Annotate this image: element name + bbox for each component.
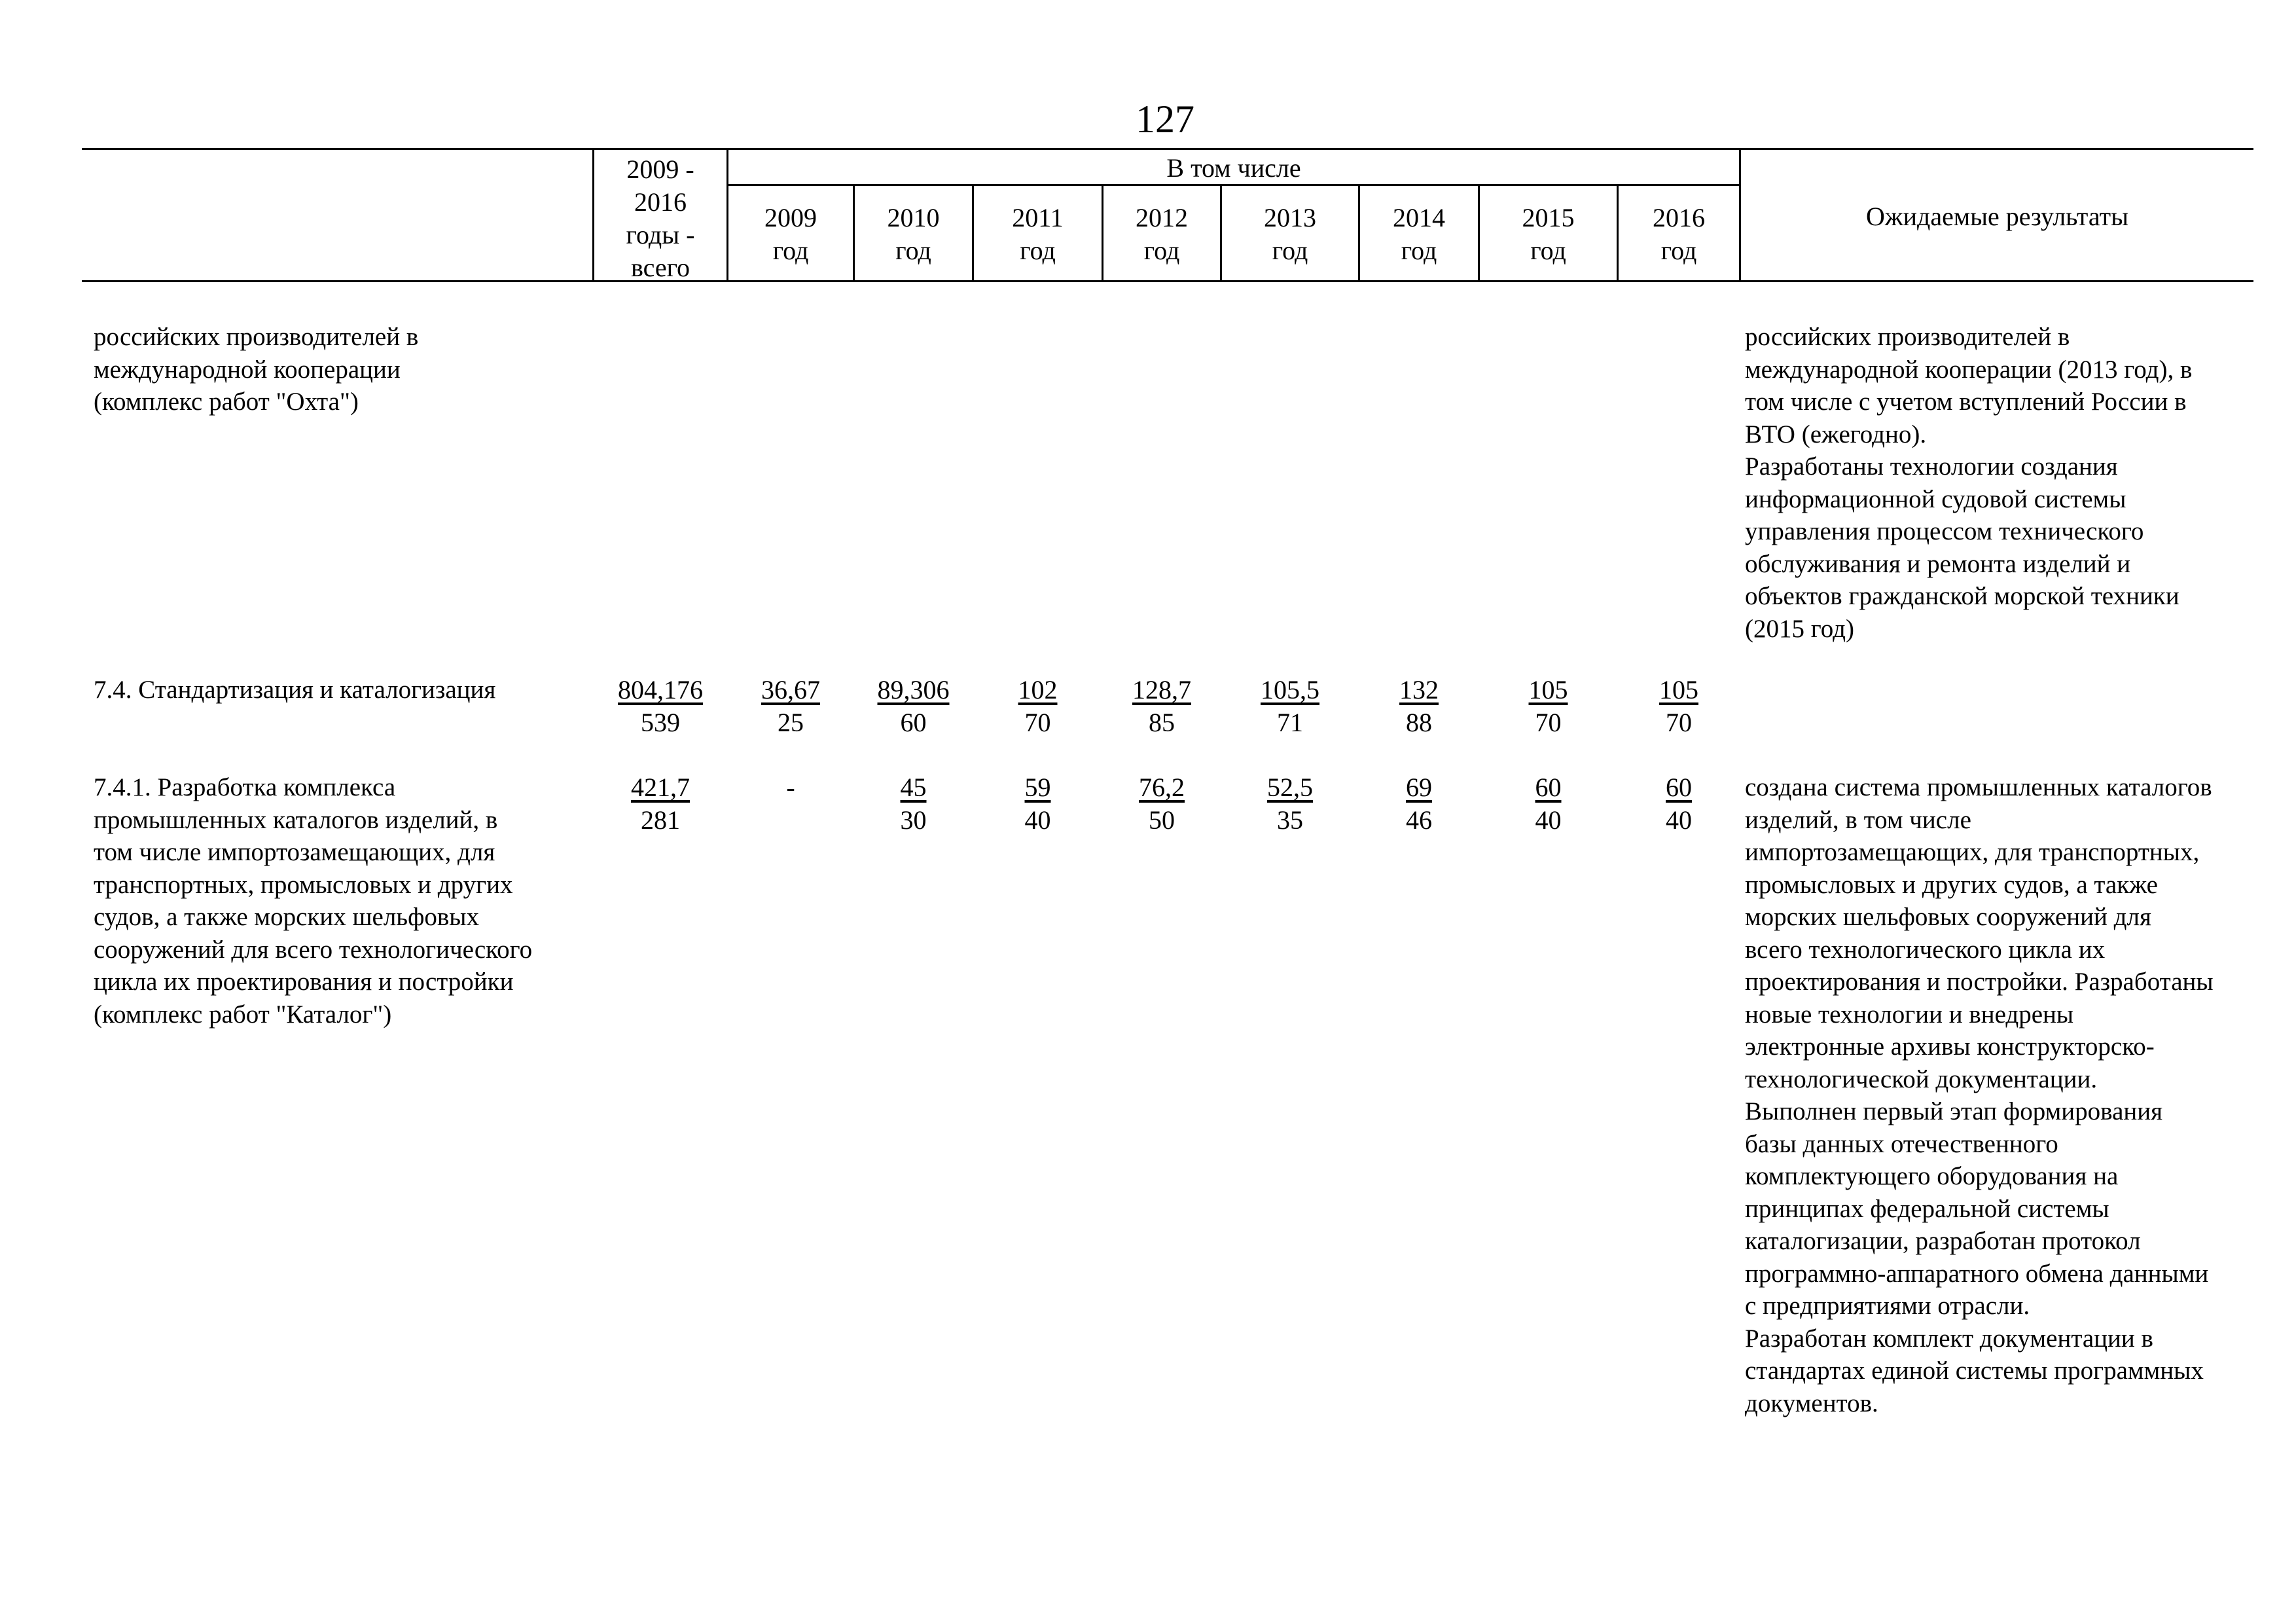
header-top-rule — [82, 148, 2253, 150]
header-year-2011: 2011 год — [1012, 203, 1064, 265]
header-year-2016: 2016 год — [1653, 203, 1705, 265]
row-total: 421,7 281 — [631, 773, 690, 835]
row-year-value: 36,67 25 — [761, 675, 820, 737]
header-results-label: Ожидаемые результаты — [1866, 202, 2128, 231]
row-year-value: 132 88 — [1399, 675, 1439, 737]
row-year-value: 76,2 50 — [1139, 773, 1185, 835]
row-year-value: 102 70 — [1018, 675, 1058, 737]
header-incl-label: В том числе — [1166, 153, 1301, 183]
row-year-value: - — [786, 773, 795, 802]
row-total: 804,176 539 — [618, 675, 703, 737]
row-year-value: 60 40 — [1535, 773, 1562, 835]
row-year-value: 128,7 85 — [1132, 675, 1191, 737]
header-year-2013: 2013 год — [1264, 203, 1316, 265]
header-bottom-rule — [82, 280, 2253, 282]
row-name: российских производителей в международной кооперации (комплекс работ "Охта") — [94, 323, 419, 416]
header-year-2014: 2014 год — [1393, 203, 1445, 265]
header-year-2010: 2010 год — [887, 203, 940, 265]
header-year-2015: 2015 год — [1522, 203, 1575, 265]
header-year-2009: 2009 год — [764, 203, 817, 265]
row-year-value: 105 70 — [1528, 675, 1568, 737]
row-year-value: 89,306 60 — [877, 675, 950, 737]
row-results: создана система промышленных каталогов изделий, в том числе импортозамещающих, для транспортных, промысловых и других судов, а также морских шельфовых сооружений для всего технологического цикла их проектирования и постройки. Разработаны новые технологии и внедрены электронные архивы конструкторско- технологической документации. Выполнен первый этап формирования базы данных отечественного комплектующего оборудования на принципах федеральной системы каталогизации, разработан протокол программно-аппаратного обмена данными с предприятиями отрасли. Разработан комплект документации в стандартах единой системы программных документов. — [1745, 773, 2214, 1417]
row-year-value: 59 40 — [1024, 773, 1051, 835]
row-year-value: 60 40 — [1666, 773, 1692, 835]
header-year-2012: 2012 год — [1136, 203, 1188, 265]
row-name: 7.4. Стандартизация и каталогизация — [94, 676, 496, 704]
row-year-value: 52,5 35 — [1267, 773, 1313, 835]
row-year-value: 45 30 — [900, 773, 927, 835]
header-total-period: 2009 - 2016 годы - всего — [626, 155, 695, 282]
row-results: российских производителей в международной кооперации (2013 год), в том числе с учетом вступлений России в ВТО (ежегодно). Разработаны технологии создания информационной судовой системы управления процессом технического обслуживания и ремонта изделий и объектов гражданской морской техники (2015 год) — [1745, 323, 2193, 643]
page-number: 127 — [1136, 98, 1194, 141]
row-year-value: 105 70 — [1659, 675, 1698, 737]
row-year-value: 69 46 — [1406, 773, 1432, 835]
row-name: 7.4.1. Разработка комплекса промышленных каталогов изделий, в том числе импортозамещающих, для транспортных, промысловых и других судов, а также морских шельфовых сооружений для всего технологического цикла их проектирования и постройки (комплекс работ "Каталог") — [94, 773, 533, 1029]
row-year-value: 105,5 71 — [1261, 675, 1319, 737]
